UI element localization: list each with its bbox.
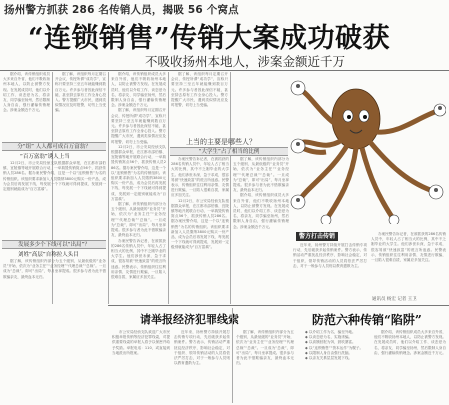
section-title: 上当的主要是哪些人？	[186, 138, 256, 146]
tip-item: ◆ 以限制人身自由强行洗脑。	[305, 350, 353, 355]
headline: “连锁销售”传销大案成功破获	[28, 23, 391, 54]
body-column: 据了解，该组织每月定期召开会议，传授所谓“成功学”，宣称只要坚持三至五年就能赚到数百万元。许多参与者因此深信不疑，甚至辞去原有工作全身心投入。警方提醒广大市民，遇到类似情况应及时报警，切勿上当受骗。	[55, 72, 106, 113]
report-title: 请举报经济犯罪线索	[140, 313, 239, 326]
lead-column-text: 据介绍，该传销组织成员大多来自外省，他们不吸收扬州本地人，以防止被警方发现。在发展成员时，他们以介绍工作、谈恋爱为名，将亲友、同学骗至扬州，然后限制人身自由，强行灌输传销理念。涉案金额近千万元。	[3, 72, 50, 113]
tip-item: ◆ 以谈恋爱为名，实施诱骗。	[305, 335, 353, 340]
body-column: 办案民警告诉记者，在被抓获的286名传销人员中，年轻人占了相当大的比例，其中不乏刚毕业的大学生。他们涉世未深，急于求成，很容易被“快速致富”的谎言所迷惑。民警表示，传销组织往往利用亲情、友情进行欺骗，一旦陷入很难自拔，家属应多加关注。 12月2日，市公安局经侦支队根据群众举报，在江都市邵伯镇、宜陵镇等地开展联合行动，一举捣毁传销窝点56个，抓获传销人员286名。据办案民警介绍，这是一个以“连锁销售”为名的传销组织。该组织要求新加入人员缴纳3800元购买一份产品，成为会员后再发展下线，每发展一个下线就可得到提成，发展到一定级别就能成为“百万富翁”。	[171, 157, 229, 250]
column-divider	[108, 72, 109, 304]
subheadline: 不吸收扬州本地人，涉案金额近千万	[145, 54, 346, 69]
body-column: 据介绍，该传销组织成员大多来自外省，他们不吸收扬州本地人，以防止被警方发现。在发展成员时，他们以介绍工作、谈恋爱为名，将亲友、同学骗至扬州，然后限制人身自由，强行灌输传销理念。涉案金额近千万元。 据了解，该组织每月定期召开会议，传授所谓“成功学”，宣称只要坚持三至五年就能赚到数百万元。许多参与者因此深信不疑，甚至辞去原有工作全身心投入。警方提醒广大市民，遇到类似情况应及时报警，切勿上当受骗。 12月2日，市公安局经侦支队根据群众举报，在江都市邵伯镇、宜陵镇等地开展联合行动，一举捣毁传销窝点56个，抓获传销人员286名。据办案民警介绍，这是一个以“连锁销售”为名的传销组织。该组织要求新加入人员缴纳3800元购买一份产品，成为会员后再发展下线，每发展一个下线就可得到提成，发展到一定级别就能成为“百万富翁”。 据了解，该传销组织内部分为五个级别，从最低级的“业务员”开始，依次为“业务主任”“业务经理”“代理总裁”“总裁”。一旦成为“总裁”，即可“出局”，每月坐拿提成。很多参与者为此不惜欺骗亲友，最终血本无归。 办案民警告诉记者，在被抓获的286名传销人员中，年轻人占了相当大的比例，其中不乏刚毕业的大学生。他们涉世未深，急于求成，很容易被“快速致富”的谎言所迷惑。民警表示，传销组织往往利用亲情、友情进行欺骗，一旦陷入很难自拔，家属应多加关注。	[111, 72, 166, 279]
box-subtitle: 刘姓“高层”自称拉人头目	[18, 252, 79, 258]
octopus-illustration	[290, 74, 446, 224]
tips-title: 防范六种传销“陷阱”	[312, 313, 422, 327]
tip-item: ◆ 以高额回报为饵，鼓吹暴富。	[305, 340, 356, 345]
body-column: 市公安局经侦支队欢迎广大市民积极举报传销等经济犯罪线索，对提供重要线索的举报人将予以保密并给予奖励。举报电话：110，或直接到当地派出所报案。	[112, 330, 170, 355]
box-body: 12月2日，市公安局经侦支队根据群众举报，在江都市邵伯镇、宜陵镇等地开展联合行动，一举捣毁传销窝点56个，抓获传销人员286名。据办案民警介绍，这是一个以“连锁销售”为名的传销组织。该组织要求新加入人员缴纳3800元购买一份产品，成为会员后再发展下线，每发展一个下线就可得到提成，发展到一定级别就能成为“百万富翁”。	[3, 161, 106, 192]
lead-column	[3, 72, 50, 140]
body-column: 办案民警告诉记者，在被抓获的286名传销人员中，年轻人占了相当大的比例，其中不乏刚毕业的大学生。他们涉世未深，急于求成，很容易被“快速致富”的谎言所迷惑。民警表示，传销组织往往利用亲情、友情进行欺骗，一旦陷入很难自拔，家属应多加关注。	[371, 232, 446, 263]
section-tag: 警方打击传销	[296, 232, 338, 241]
bottom-rule	[108, 305, 449, 306]
body-column: 近年来，扬州警方持续开展打击传销专项行动，先后破获多起传销案件。警方表示，传销活动严重扰乱经济秩序，影响社会稳定，对于组织、领导传销活动的人员将依法严厉打击，对于一般参与人员则以教育遣散为主。	[293, 243, 367, 268]
top-rule	[0, 70, 449, 71]
body-column: 据了解，该组织每月定期召开会议，传授所谓“成功学”，宣称只要坚持三至五年就能赚到数百万元。许多参与者因此深信不疑，甚至辞去原有工作全身心投入。警方提醒广大市民，遇到类似情况应及时报警，切勿上当受骗。	[171, 72, 228, 108]
box-body: 据了解，该传销组织内部分为五个级别，从最低级的“业务员”开始，依次为“业务主任”“业务经理”“代理总裁”“总裁”。一旦成为“总裁”，即可“出局”，每月坐拿提成。很多参与者为此不惜欺骗亲友，最终血本无归。	[3, 259, 106, 279]
tip-item: ◆ 以介绍工作为名，骗至外地。	[305, 330, 356, 334]
tips-list	[298, 330, 370, 402]
section-subtitle: “大学生”占了相当的比例	[170, 147, 288, 156]
tip-item: ◆ 以“连锁销售”“资本运作”为幌子。	[305, 345, 364, 350]
body-column: 据介绍，该传销组织成员大多来自外省，他们不吸收扬州本地人，以防止被警方发现。在发展成员时，他们以介绍工作、谈恋爱为名，将亲友、同学骗至扬州，然后限制人身自由，强行灌输传销理念。涉案金额近千万元。	[374, 330, 446, 355]
body-column: 据了解，该传销组织内部分为五个级别，从最低级的“业务员”开始，依次为“业务主任”“业务经理”“代理总裁”“总裁”。一旦成为“总裁”，即可“出局”，每月坐拿提成。很多参与者为此不惜欺骗亲友，最终血本无归。 据介绍，该传销组织成员大多来自外省，他们不吸收扬州本地人，以防止被警方发现。在发展成员时，他们以介绍工作、谈恋爱为名，将亲友、同学骗至扬州，然后限制人身自由，强行灌输传销理念。涉案金额近千万元。	[233, 157, 289, 229]
box-subtitle: “百万富翁”诱人上当	[20, 154, 70, 160]
column-divider	[232, 308, 233, 403]
body-column: 近年来，扬州警方持续开展打击传销专项行动，先后破获多起传销案件。警方表示，传销活动严重扰乱经济秩序，影响社会稳定，对于组织、领导传销活动的人员将依法严厉打击，对于一般参与人员则以教育遣散为主。	[174, 330, 230, 366]
kicker: 扬州警方抓获 286 名传销人员，揭吸 56 个窝点	[4, 4, 239, 16]
byline: 通讯员 杨宏 记者 王卫	[372, 297, 417, 302]
box-title: 发展多少个下线可以“出局”？	[2, 240, 106, 249]
column-divider	[168, 72, 169, 304]
column-divider	[230, 72, 231, 304]
tip-item: ◆ 以亲友关系层层发展下线。	[305, 356, 353, 361]
body-column: 据了解，该传销组织内部分为五个级别，从最低级的“业务员”开始，依次为“业务主任”“业务经理”“代理总裁”“总裁”。一旦成为“总裁”，即可“出局”，每月坐拿提成。很多参与者为此不惜欺骗亲友，最终血本无归。	[236, 330, 294, 366]
box-title: 分“组” 人人都可成百万富翁？	[2, 142, 106, 151]
